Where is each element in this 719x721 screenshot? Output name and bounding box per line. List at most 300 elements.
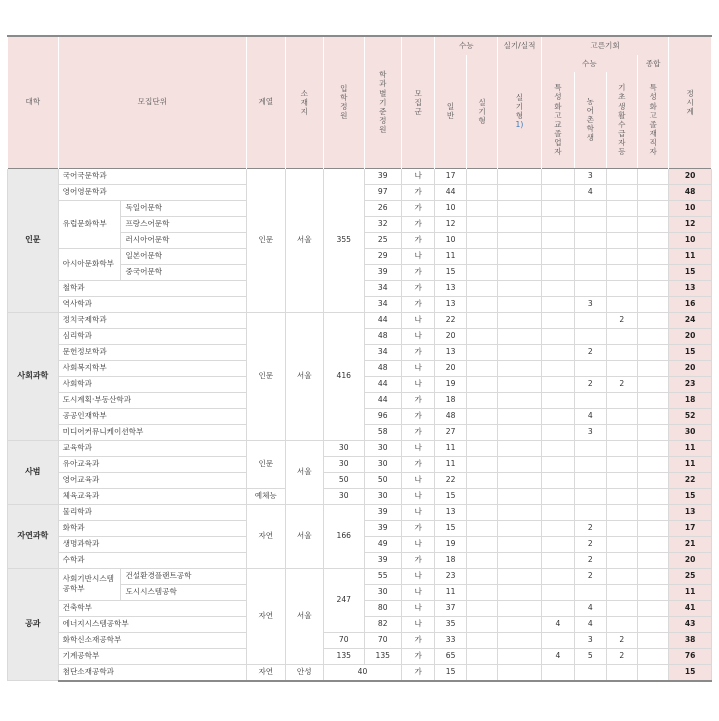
dept-quota: 58 <box>364 424 401 440</box>
rural-count: 2 <box>575 520 606 536</box>
rural-count: 3 <box>575 424 606 440</box>
practical-sub-count <box>498 552 542 568</box>
basic-living-count <box>606 424 637 440</box>
quota: 30 <box>324 440 365 456</box>
total-count: 25 <box>669 568 712 584</box>
rural-count: 4 <box>575 600 606 616</box>
specialized-worker-count <box>637 296 668 312</box>
practical-sub-count <box>498 408 542 424</box>
dept-quota: 135 <box>364 648 401 664</box>
specialized-grad-count <box>541 312 574 328</box>
practical-type-count <box>466 504 497 520</box>
practical-sub-count <box>498 280 542 296</box>
practical-type-count <box>466 632 497 648</box>
practical-type-count <box>466 312 497 328</box>
recruit-group: 나 <box>401 168 434 184</box>
basic-living-count <box>606 536 637 552</box>
general-count: 18 <box>435 392 466 408</box>
practical-sub-count <box>498 584 542 600</box>
general-count: 20 <box>435 328 466 344</box>
header-practical-type: 실기형 <box>466 55 497 168</box>
practical-type-count <box>466 440 497 456</box>
specialized-worker-count <box>637 424 668 440</box>
general-count: 65 <box>435 648 466 664</box>
dept-quota: 39 <box>364 264 401 280</box>
sub-division: 사회기반시스템공학부 <box>58 568 121 600</box>
basic-living-count <box>606 344 637 360</box>
practical-sub-count <box>498 440 542 456</box>
specialized-grad-count <box>541 376 574 392</box>
rural-count: 3 <box>575 296 606 312</box>
recruit-group: 가 <box>401 424 434 440</box>
dept-quota: 48 <box>364 328 401 344</box>
rural-count: 4 <box>575 408 606 424</box>
general-count: 13 <box>435 280 466 296</box>
table-row <box>8 312 712 328</box>
header-bal-comprehensive: 종합 <box>637 55 668 72</box>
dept-quota: 29 <box>364 248 401 264</box>
practical-sub-count <box>498 520 542 536</box>
header-loc: 소재지 <box>285 36 323 168</box>
practical-type-count <box>466 600 497 616</box>
practical-sub-count <box>498 536 542 552</box>
unit-name: 체육교육과 <box>58 488 246 504</box>
practical-sub-count <box>498 424 542 440</box>
practical-type-count <box>466 232 497 248</box>
recruit-group: 가 <box>401 552 434 568</box>
header-suneung: 수능 <box>435 36 498 55</box>
general-count: 44 <box>435 184 466 200</box>
recruit-group: 나 <box>401 504 434 520</box>
total-count: 20 <box>669 328 712 344</box>
specialized-worker-count <box>637 168 668 184</box>
practical-type-count <box>466 648 497 664</box>
basic-living-count <box>606 216 637 232</box>
unit-name: 심리학과 <box>58 328 246 344</box>
total-count: 12 <box>669 216 712 232</box>
recruit-group: 가 <box>401 232 434 248</box>
basic-living-count <box>606 568 637 584</box>
header-practical-exam: 실기/실적 <box>498 36 542 55</box>
general-count: 23 <box>435 568 466 584</box>
rural-count <box>575 392 606 408</box>
specialized-worker-count <box>637 392 668 408</box>
rural-count: 2 <box>575 376 606 392</box>
basic-living-count <box>606 360 637 376</box>
rural-count <box>575 472 606 488</box>
general-count: 22 <box>435 312 466 328</box>
practical-sub-count <box>498 312 542 328</box>
specialized-worker-count <box>637 632 668 648</box>
rural-count: 3 <box>575 632 606 648</box>
basic-living-count <box>606 184 637 200</box>
field: 자연 <box>247 504 285 568</box>
general-count: 11 <box>435 584 466 600</box>
specialized-worker-count <box>637 568 668 584</box>
header-specialized-worker: 특성화고졸재직자 <box>637 72 668 168</box>
basic-living-count <box>606 616 637 632</box>
table-row <box>8 472 712 488</box>
specialized-worker-count <box>637 552 668 568</box>
rural-count <box>575 232 606 248</box>
unit-name: 독일어문학 <box>121 200 247 216</box>
unit-name: 건축학부 <box>58 600 246 616</box>
specialized-grad-count <box>541 296 574 312</box>
specialized-grad-count <box>541 584 574 600</box>
rural-count <box>575 664 606 681</box>
practical-type-count <box>466 248 497 264</box>
total-count: 11 <box>669 440 712 456</box>
table-body <box>8 168 712 681</box>
basic-living-count <box>606 200 637 216</box>
general-count: 11 <box>435 248 466 264</box>
specialized-grad-count <box>541 504 574 520</box>
univ-label: 사회과학 <box>17 370 49 380</box>
specialized-worker-count <box>637 264 668 280</box>
practical-sub-count <box>498 568 542 584</box>
specialized-grad-count <box>541 440 574 456</box>
recruit-group: 가 <box>401 456 434 472</box>
table-row <box>8 632 712 648</box>
practical-type-count <box>466 472 497 488</box>
total-count: 11 <box>669 456 712 472</box>
rural-count: 3 <box>575 168 606 184</box>
sub-division: 유럽문화학부 <box>58 200 121 248</box>
practical-sub-count <box>498 232 542 248</box>
specialized-worker-count <box>637 280 668 296</box>
practical-sub-count <box>498 456 542 472</box>
general-count: 11 <box>435 456 466 472</box>
dept-quota: 39 <box>364 520 401 536</box>
practical-type-count <box>466 216 497 232</box>
header-balanced: 고른기회 <box>541 36 669 55</box>
practical-sub-count <box>498 216 542 232</box>
practical-type-count <box>466 200 497 216</box>
total-count: 30 <box>669 424 712 440</box>
specialized-grad-count: 4 <box>541 616 574 632</box>
header-specialized-grad: 특성화고교졸업자 <box>541 72 574 168</box>
specialized-grad-count <box>541 200 574 216</box>
specialized-grad-count: 4 <box>541 648 574 664</box>
basic-living-count <box>606 664 637 681</box>
practical-sub-count <box>498 648 542 664</box>
dept-quota: 34 <box>364 296 401 312</box>
general-count: 13 <box>435 344 466 360</box>
dept-quota: 39 <box>364 168 401 184</box>
dept-quota: 49 <box>364 536 401 552</box>
total-count: 41 <box>669 600 712 616</box>
rural-count: 2 <box>575 552 606 568</box>
practical-type-count <box>466 584 497 600</box>
unit-name: 유아교육과 <box>58 456 246 472</box>
specialized-worker-count <box>637 360 668 376</box>
specialized-worker-count <box>637 232 668 248</box>
total-count: 76 <box>669 648 712 664</box>
total-count: 13 <box>669 504 712 520</box>
dept-quota: 30 <box>364 584 401 600</box>
practical-type-count <box>466 264 497 280</box>
rural-count <box>575 360 606 376</box>
practical-sub-count <box>498 600 542 616</box>
dept-quota: 80 <box>364 600 401 616</box>
quota: 40 <box>324 664 402 681</box>
practical-type-count <box>466 456 497 472</box>
basic-living-count <box>606 392 637 408</box>
total-count: 11 <box>669 248 712 264</box>
practical-type-count <box>466 360 497 376</box>
location: 서울 <box>285 312 323 440</box>
header-field: 계열 <box>247 36 285 168</box>
unit-name: 도시계획·부동산학과 <box>58 392 246 408</box>
practical-type-count <box>466 376 497 392</box>
table-header <box>8 36 712 168</box>
rural-count: 2 <box>575 536 606 552</box>
recruit-group: 가 <box>401 344 434 360</box>
unit-name: 국어국문학과 <box>58 168 246 184</box>
recruit-group: 나 <box>401 568 434 584</box>
admission-table <box>7 35 712 682</box>
specialized-worker-count <box>637 456 668 472</box>
table-row <box>8 664 712 681</box>
dept-quota: 34 <box>364 280 401 296</box>
unit-name: 프랑스어문학 <box>121 216 247 232</box>
specialized-worker-count <box>637 648 668 664</box>
unit-name: 교육학과 <box>58 440 246 456</box>
specialized-grad-count <box>541 184 574 200</box>
specialized-worker-count <box>637 664 668 681</box>
unit-name: 철학과 <box>58 280 246 296</box>
specialized-grad-count <box>541 408 574 424</box>
unit-name: 미디어커뮤니케이션학부 <box>58 424 246 440</box>
field: 인문 <box>247 168 285 312</box>
practical-type-count <box>466 296 497 312</box>
field: 인문 <box>247 440 285 488</box>
practical-type-count <box>466 568 497 584</box>
practical-sub-count <box>498 296 542 312</box>
specialized-grad-count <box>541 360 574 376</box>
rural-count: 2 <box>575 568 606 584</box>
basic-living-count: 2 <box>606 648 637 664</box>
unit-name: 공공인재학부 <box>58 408 246 424</box>
unit-name: 에너지시스템공학부 <box>58 616 246 632</box>
basic-living-count <box>606 264 637 280</box>
unit-name: 화학과 <box>58 520 246 536</box>
univ-name: 인문 <box>8 168 59 312</box>
total-count: 16 <box>669 296 712 312</box>
recruit-group: 가 <box>401 200 434 216</box>
dept-quota: 26 <box>364 200 401 216</box>
header-practical-type-sub: 실기형 1) <box>498 55 542 168</box>
specialized-grad-count <box>541 216 574 232</box>
dept-quota: 32 <box>364 216 401 232</box>
total-count: 48 <box>669 184 712 200</box>
unit-name: 영어영문학과 <box>58 184 246 200</box>
recruit-group: 나 <box>401 328 434 344</box>
practical-sub-count <box>498 488 542 504</box>
recruit-group: 가 <box>401 664 434 681</box>
table-row <box>8 456 712 472</box>
header-unit: 모집단위 <box>58 36 246 168</box>
practical-sub-count <box>498 248 542 264</box>
general-count: 11 <box>435 440 466 456</box>
total-count: 10 <box>669 232 712 248</box>
basic-living-count <box>606 296 637 312</box>
location: 안성 <box>285 664 323 681</box>
practical-sub-count <box>498 344 542 360</box>
recruit-group: 나 <box>401 440 434 456</box>
field: 인문 <box>247 312 285 440</box>
quota: 355 <box>324 168 365 312</box>
general-count: 13 <box>435 296 466 312</box>
general-count: 13 <box>435 504 466 520</box>
practical-sub-count <box>498 328 542 344</box>
basic-living-count <box>606 600 637 616</box>
basic-living-count <box>606 232 637 248</box>
field: 예체능 <box>247 488 285 504</box>
practical-sub-count <box>498 168 542 184</box>
unit-name: 첨단소재공학과 <box>58 664 246 681</box>
table-row <box>8 504 712 520</box>
rural-count <box>575 504 606 520</box>
total-count: 17 <box>669 520 712 536</box>
specialized-grad-count <box>541 280 574 296</box>
specialized-worker-count <box>637 440 668 456</box>
table-row <box>8 168 712 184</box>
recruit-group: 가 <box>401 296 434 312</box>
basic-living-count <box>606 472 637 488</box>
basic-living-count: 2 <box>606 632 637 648</box>
dept-quota: 96 <box>364 408 401 424</box>
unit-name: 러시아어문학 <box>121 232 247 248</box>
location: 서울 <box>285 568 323 664</box>
general-count: 27 <box>435 424 466 440</box>
total-count: 10 <box>669 200 712 216</box>
unit-name: 건설환경플랜트공학 <box>121 568 247 584</box>
basic-living-count <box>606 488 637 504</box>
basic-living-count <box>606 520 637 536</box>
rural-count <box>575 456 606 472</box>
unit-name: 기계공학부 <box>58 648 246 664</box>
specialized-grad-count <box>541 344 574 360</box>
general-count: 15 <box>435 520 466 536</box>
specialized-worker-count <box>637 504 668 520</box>
dept-quota: 70 <box>364 632 401 648</box>
practical-sub-count <box>498 472 542 488</box>
specialized-worker-count <box>637 328 668 344</box>
practical-type-count <box>466 536 497 552</box>
total-count: 18 <box>669 392 712 408</box>
specialized-grad-count <box>541 392 574 408</box>
quota: 70 <box>324 632 365 648</box>
specialized-worker-count <box>637 600 668 616</box>
unit-name: 영어교육과 <box>58 472 246 488</box>
header-group: 모집군 <box>401 36 434 168</box>
general-count: 15 <box>435 664 466 681</box>
total-count: 15 <box>669 344 712 360</box>
general-count: 15 <box>435 264 466 280</box>
practical-sub-count <box>498 664 542 681</box>
general-count: 18 <box>435 552 466 568</box>
footnote-marker: 1) <box>515 120 524 130</box>
practical-type-count <box>466 168 497 184</box>
specialized-worker-count <box>637 472 668 488</box>
specialized-grad-count <box>541 232 574 248</box>
recruit-group: 가 <box>401 184 434 200</box>
dept-quota: 25 <box>364 232 401 248</box>
specialized-grad-count <box>541 472 574 488</box>
table-row <box>8 648 712 664</box>
basic-living-count <box>606 552 637 568</box>
recruit-group: 나 <box>401 360 434 376</box>
header-dept-quota: 학과별기준정원 <box>364 36 401 168</box>
basic-living-count <box>606 504 637 520</box>
recruit-group: 나 <box>401 472 434 488</box>
dept-quota: 39 <box>364 552 401 568</box>
specialized-worker-count <box>637 248 668 264</box>
practical-sub-count <box>498 184 542 200</box>
practical-sub-count <box>498 376 542 392</box>
general-count: 22 <box>435 472 466 488</box>
specialized-grad-count <box>541 424 574 440</box>
general-count: 37 <box>435 600 466 616</box>
header-univ: 대학 <box>8 36 59 168</box>
dept-quota: 50 <box>364 472 401 488</box>
practical-sub-count <box>498 616 542 632</box>
dept-quota: 55 <box>364 568 401 584</box>
quota: 166 <box>324 504 365 568</box>
recruit-group: 나 <box>401 248 434 264</box>
basic-living-count <box>606 328 637 344</box>
total-count: 22 <box>669 472 712 488</box>
dept-quota: 97 <box>364 184 401 200</box>
table-row <box>8 568 712 584</box>
table-row <box>8 440 712 456</box>
general-count: 19 <box>435 376 466 392</box>
rural-count <box>575 248 606 264</box>
total-count: 15 <box>669 488 712 504</box>
practical-sub-count <box>498 200 542 216</box>
specialized-worker-count <box>637 616 668 632</box>
dept-quota: 82 <box>364 616 401 632</box>
univ-name: 자연과학 <box>8 504 59 568</box>
general-count: 10 <box>435 200 466 216</box>
specialized-grad-count <box>541 328 574 344</box>
practical-type-count <box>466 552 497 568</box>
dept-quota: 30 <box>364 440 401 456</box>
recruit-group: 나 <box>401 376 434 392</box>
specialized-worker-count <box>637 344 668 360</box>
field: 자연 <box>247 664 285 681</box>
total-count: 24 <box>669 312 712 328</box>
practical-type-count <box>466 328 497 344</box>
location: 서울 <box>285 440 323 504</box>
quota: 247 <box>324 568 365 632</box>
specialized-worker-count <box>637 184 668 200</box>
practical-type-count <box>466 392 497 408</box>
specialized-grad-count <box>541 248 574 264</box>
unit-name: 중국어문학 <box>121 264 247 280</box>
general-count: 10 <box>435 232 466 248</box>
unit-name: 역사학과 <box>58 296 246 312</box>
unit-name: 화학신소재공학부 <box>58 632 246 648</box>
recruit-group: 나 <box>401 616 434 632</box>
specialized-worker-count <box>637 488 668 504</box>
practical-type-count <box>466 408 497 424</box>
unit-name: 물리학과 <box>58 504 246 520</box>
dept-quota: 48 <box>364 360 401 376</box>
unit-name: 사회학과 <box>58 376 246 392</box>
general-count: 48 <box>435 408 466 424</box>
